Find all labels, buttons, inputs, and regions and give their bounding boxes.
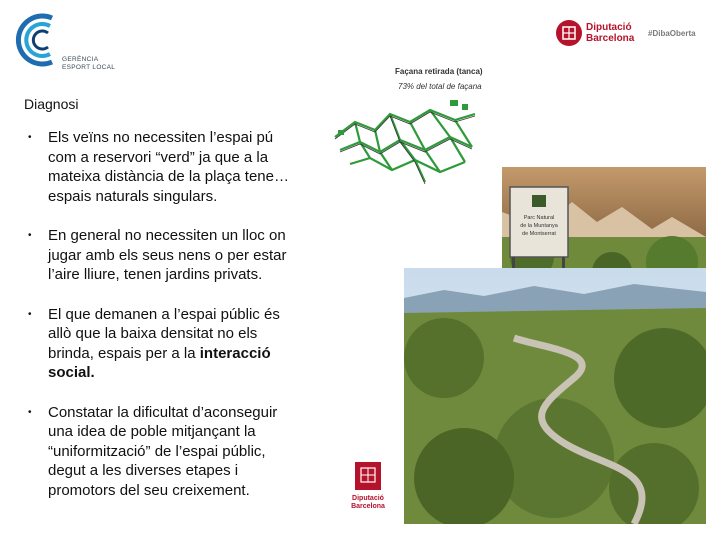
- small-logo-line2: Barcelona: [351, 503, 385, 510]
- bullet-line: [48, 363, 344, 383]
- street-plan-map: [330, 92, 480, 190]
- bullet-item: [24, 305, 344, 383]
- bullet-line: Constatar la dificultat d’aconseguir: [48, 403, 278, 421]
- diba-seal-icon: [556, 20, 582, 46]
- bullet-line: En general no necessiten un lloc on: [48, 227, 286, 244]
- diba-oberta-tag: #DibaOberta: [648, 29, 696, 38]
- bullet-line: l’aire lliure, tenen jardins privats.: [48, 266, 263, 283]
- bullet-line: El que demanen a l’espai públic és: [48, 305, 280, 323]
- bullet-line: [48, 344, 344, 364]
- bullet-dot-icon: •: [28, 230, 32, 241]
- map-subtitle: 73% del total de façana: [398, 82, 482, 91]
- bullet-line: “uniformització” de l’espai públic,: [48, 442, 266, 460]
- logo-line2: ESPORT LOCAL: [62, 64, 116, 71]
- diagnosis-bullet-list: [24, 128, 344, 520]
- logo-text: [62, 56, 115, 72]
- bullet-dot-icon: •: [28, 132, 32, 143]
- gerencia-esport-local-logo: [12, 10, 122, 70]
- bullet-item: [24, 403, 344, 501]
- diba-name: [586, 22, 634, 44]
- diba-name-line2: Barcelona: [586, 33, 635, 44]
- sign-line2: de la Muntanya: [520, 223, 558, 229]
- valley-road-photo: [404, 268, 706, 524]
- diputacio-barcelona-footer-logo: [347, 462, 389, 520]
- small-logo-line1: Diputació: [352, 495, 384, 502]
- bullet-text: brinda, espais per a la: [48, 344, 200, 362]
- bullet-line: jugar amb els seus nens o per estar: [48, 246, 287, 264]
- bullet-dot-icon: •: [28, 308, 32, 320]
- diputacio-barcelona-header-logo: [556, 20, 716, 48]
- bullet-item: [24, 128, 344, 206]
- bullet-line: com a reservori “verd” ja que a la: [48, 148, 269, 166]
- bullet-line: degut a les diverses etapes i: [48, 462, 239, 479]
- bullet-line: Els veïns no necessiten l’espai pú: [48, 129, 274, 146]
- logo-line1: GERÈNCIA: [62, 56, 99, 63]
- section-heading: Diagnosi: [24, 96, 79, 112]
- bullet-bold-text: interacció: [199, 344, 271, 362]
- bullet-dot-icon: •: [28, 406, 32, 418]
- bullet-line: allò que la baixa densitat no els: [48, 325, 258, 342]
- sign-line3: de Montserrat: [522, 231, 556, 237]
- bullet-line: promotors del seu creixement.: [48, 481, 250, 499]
- bullet-line: una idea de poble mitjançant la: [48, 423, 256, 440]
- sign-line1: Parc Natural: [523, 215, 555, 221]
- bullet-line: espais naturals singulars.: [48, 187, 218, 205]
- diba-name-line1: Diputació: [586, 22, 632, 33]
- bullet-bold-text: social.: [48, 364, 95, 381]
- bullet-line: mateixa distància de la plaça tene…: [48, 168, 289, 185]
- bullet-item: [24, 226, 344, 285]
- map-title: Façana retirada (tanca): [395, 67, 483, 76]
